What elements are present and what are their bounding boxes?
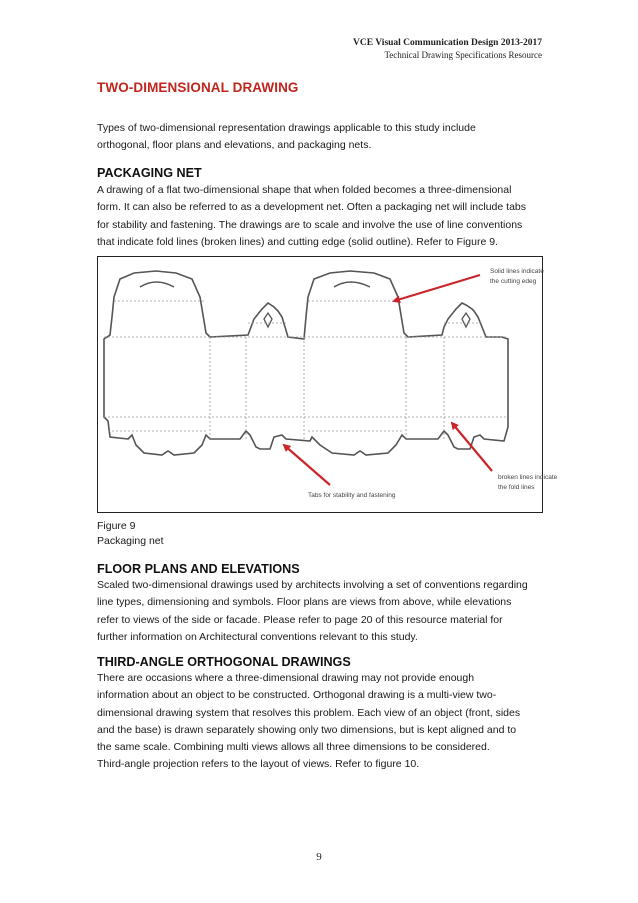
label-solid-lines-2: the cutting edeg — [490, 278, 537, 285]
text-line: dimensional drawing system that resolves this problem. Each view of an object (front, sides — [97, 706, 521, 719]
text-line: that indicate fold lines (broken lines) and cutting edge (solid outline). Refer to Figure 9. — [97, 235, 498, 248]
packaging-net-paragraph — [97, 182, 557, 251]
caption-text: Packaging net — [97, 535, 164, 547]
page-number: 9 — [316, 851, 322, 863]
text-line: Third-angle projection refers to the layout of views. Refer to figure 10. — [97, 758, 420, 771]
arrow-tabs — [284, 445, 330, 485]
text-line: orthogonal, floor plans and elevations, and packaging nets. — [97, 139, 372, 152]
label-tabs: Tabs for stability and fastening — [308, 492, 396, 499]
handle-hole-right — [334, 282, 370, 287]
text-line: and the base) is drawn separately showing only two dimensions, but is kept aligned and to — [97, 723, 517, 736]
figure-9-caption — [97, 519, 164, 549]
text-line: information about an object to be constructed. Orthogonal drawing is a multi-view two- — [97, 689, 497, 702]
page-title: TWO-DIMENSIONAL DRAWING — [97, 80, 299, 95]
text-line: refer to views of the side or facade. Please refer to page 20 of this resource material for — [97, 613, 503, 626]
intro-paragraph — [97, 120, 557, 155]
caption-number: Figure 9 — [97, 520, 136, 532]
text-line: A drawing of a flat two-dimensional shape that when folded becomes a three-dimensional — [97, 184, 512, 196]
text-line: for stability and fastening. The drawings are to scale and involve the use of line conventions — [97, 218, 523, 231]
label-broken-lines-1: broken lines indicate — [498, 474, 558, 481]
label-solid-lines-1: Solid lines indicate — [490, 268, 544, 275]
arrow-broken-lines — [452, 423, 492, 471]
packaging-net-diagram — [98, 257, 558, 514]
floor-plans-heading: FLOOR PLANS AND ELEVATIONS — [97, 562, 300, 576]
arrow-solid-lines — [394, 275, 480, 301]
figure-9-packaging-net — [97, 256, 558, 513]
third-angle-paragraph — [97, 670, 557, 774]
third-angle-heading: THIRD-ANGLE ORTHOGONAL DRAWINGS — [97, 655, 351, 669]
text-line: There are occasions where a three-dimensional drawing may not provide enough — [97, 672, 475, 684]
label-broken-lines-2: the fold lines — [498, 484, 535, 491]
tab-slit-right — [462, 313, 470, 327]
handle-hole-left — [140, 282, 174, 287]
text-line: form. It can also be referred to as a development net. Often a packaging net will include tabs — [97, 201, 526, 214]
text-line: Types of two-dimensional representation drawings applicable to this study include — [97, 122, 476, 134]
net-cut-outline — [104, 271, 508, 455]
running-header — [353, 37, 542, 61]
text-line: the same scale. Combining multi views allows all three dimensions to be considered. — [97, 741, 490, 754]
header-line-1: VCE Visual Communication Design 2013-2017 — [353, 38, 542, 48]
packaging-net-heading: PACKAGING NET — [97, 166, 202, 180]
text-line: Scaled two-dimensional drawings used by architects involving a set of conventions regarding — [97, 579, 528, 591]
text-line: further information on Architectural conventions relevant to this study. — [97, 630, 418, 643]
floor-plans-paragraph — [97, 577, 557, 646]
tab-slit-left — [264, 313, 272, 327]
text-line: line types, dimensioning and symbols. Floor plans are views from above, while elevations — [97, 596, 512, 609]
header-line-2: Technical Drawing Specifications Resource — [384, 50, 542, 60]
